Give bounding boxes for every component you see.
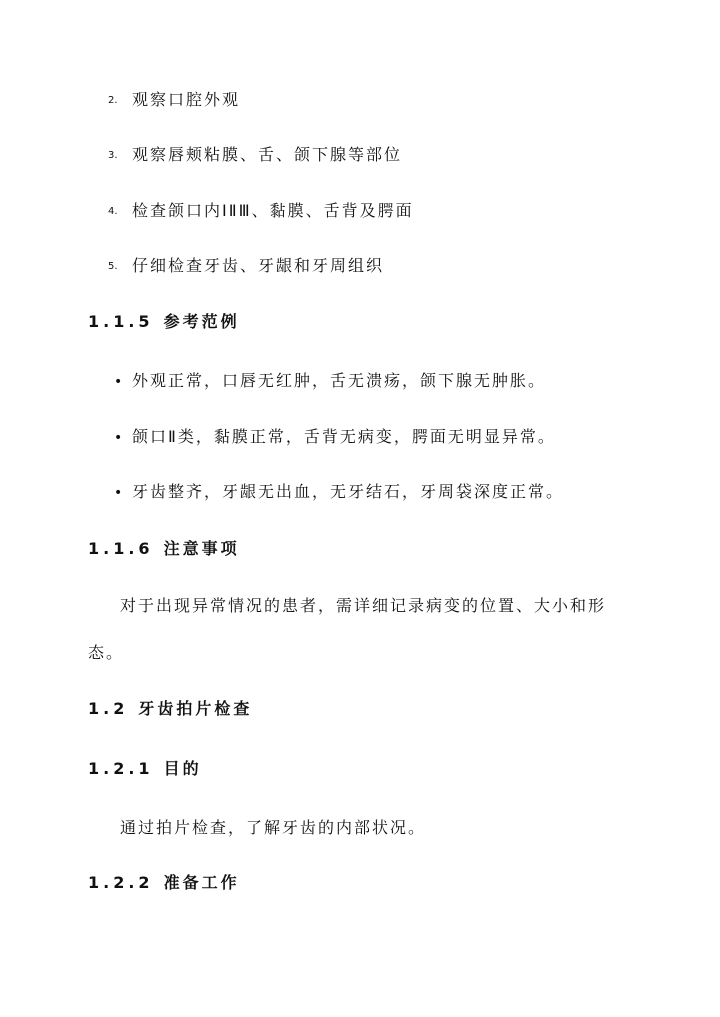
bullet-item bbox=[114, 482, 564, 503]
section-heading bbox=[88, 312, 240, 332]
section-number: 1.1.6 bbox=[88, 539, 154, 558]
section-title: 目的 bbox=[163, 759, 202, 778]
list-item-number: 2. bbox=[108, 95, 118, 106]
list-item bbox=[108, 145, 402, 166]
paragraph-line: 对于出现异常情况的患者，需详细记录病变的位置、大小和形 bbox=[120, 596, 607, 615]
section-title: 牙齿拍片检查 bbox=[138, 699, 253, 718]
bullet-item bbox=[114, 371, 546, 392]
list-item bbox=[108, 90, 240, 111]
bullet-item bbox=[114, 427, 556, 448]
section-number: 1.2.2 bbox=[88, 873, 154, 892]
section-heading bbox=[88, 759, 202, 779]
bullet-text: 颌口Ⅱ类，黏膜正常，舌背无病变，腭面无明显异常。 bbox=[132, 427, 556, 446]
bullet-text: 牙齿整齐，牙龈无出血，无牙结石，牙周袋深度正常。 bbox=[132, 482, 565, 501]
list-item-text: 观察唇颊粘膜、舌、颌下腺等部位 bbox=[132, 145, 403, 164]
bullet-icon: • bbox=[114, 374, 123, 390]
section-heading bbox=[88, 873, 240, 893]
list-item-number: 3. bbox=[108, 150, 118, 161]
bullet-icon: • bbox=[114, 430, 123, 446]
section-title: 参考范例 bbox=[163, 312, 240, 331]
list-item-text: 检查颌口内ⅠⅡⅢ、黏膜、舌背及腭面 bbox=[132, 201, 414, 220]
section-heading bbox=[88, 539, 240, 559]
list-item-text: 观察口腔外观 bbox=[132, 90, 241, 109]
list-item bbox=[108, 256, 384, 277]
section-title: 注意事项 bbox=[163, 539, 240, 558]
section-number: 1.2 bbox=[88, 699, 129, 718]
list-item bbox=[108, 201, 414, 222]
bullet-icon: • bbox=[114, 485, 123, 501]
list-item-number: 5. bbox=[108, 261, 118, 272]
bullet-text: 外观正常，口唇无红肿，舌无溃疡，颌下腺无肿胀。 bbox=[132, 371, 547, 390]
paragraph-line: 态。 bbox=[88, 643, 125, 662]
paragraph-line: 通过拍片检查，了解牙齿的内部状况。 bbox=[120, 818, 427, 837]
list-item-text: 仔细检查牙齿、牙龈和牙周组织 bbox=[132, 256, 385, 275]
section-number: 1.1.5 bbox=[88, 312, 154, 331]
section-number: 1.2.1 bbox=[88, 759, 154, 778]
section-title: 准备工作 bbox=[163, 873, 240, 892]
section-heading bbox=[88, 699, 252, 719]
list-item-number: 4. bbox=[108, 206, 118, 217]
